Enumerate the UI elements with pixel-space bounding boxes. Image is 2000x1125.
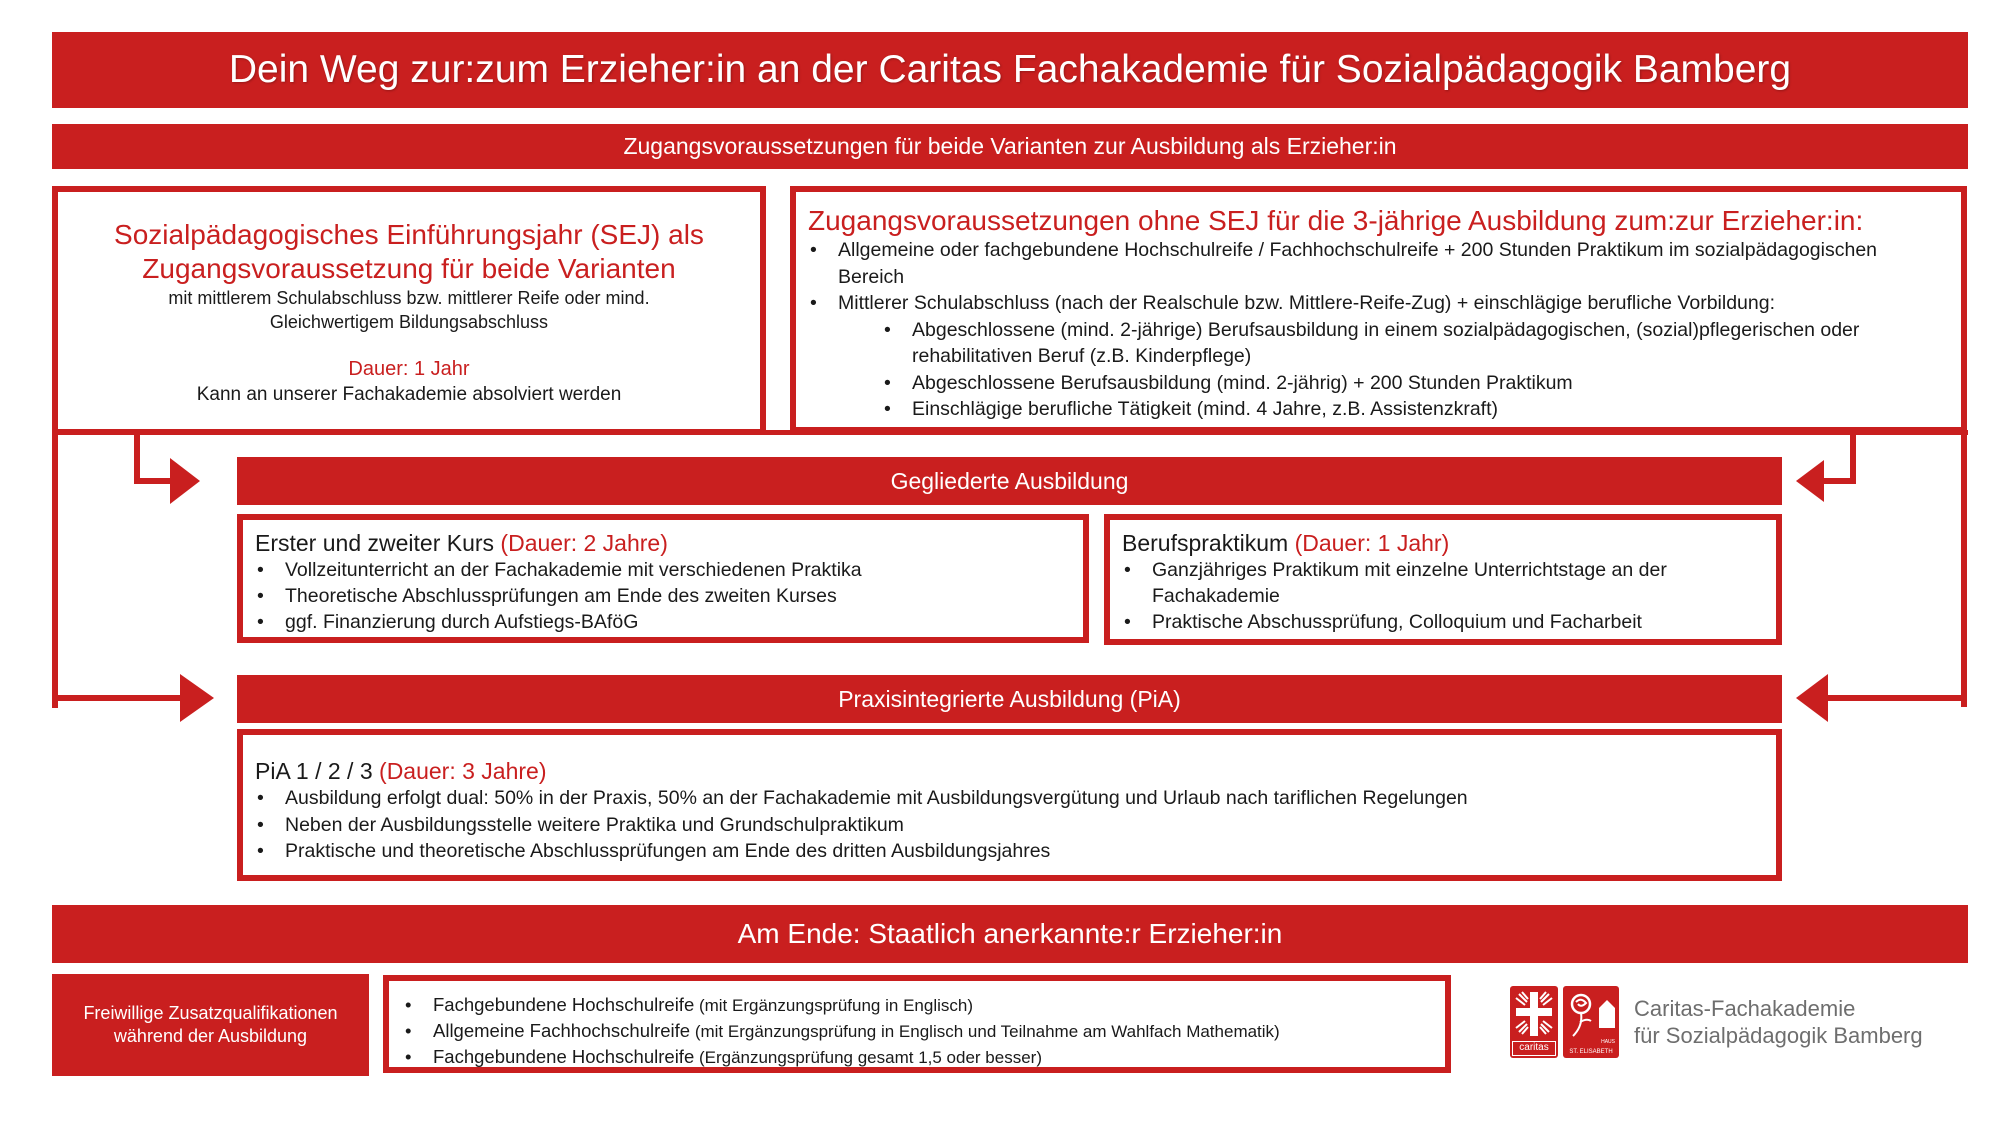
voluntary-item-main: Allgemeine Fachhochschulreife [433, 1020, 691, 1041]
course-duration: (Dauer: 2 Jahre) [500, 530, 668, 556]
caritas-logo-label: caritas [1512, 1041, 1556, 1056]
arrow-left-icon [1796, 460, 1824, 502]
voluntary-qualifications-box [383, 975, 1451, 1073]
pia-title: PiA 1 / 2 / 3 [255, 758, 373, 784]
structured-training-label: Gegliederte Ausbildung [890, 467, 1129, 494]
pia-bar [237, 675, 1782, 723]
voluntary-item [403, 1044, 1445, 1070]
haus-label-line2: ST. ELISABETH [1569, 1049, 1613, 1055]
page-title-bar [52, 32, 1968, 108]
voluntary-item [403, 992, 1445, 1018]
page-title: Dein Weg zur:zum Erzieher:in an der Caritas Fachakademie für Sozialpädagogik Bamberg [228, 48, 1792, 91]
sej-box [52, 186, 766, 435]
pia-item: • Ausbildung erfolgt dual: 50% in der Praxis, 50% an der Fachakademie mit Ausbildungsvergütung und Urlaub nach tariflichen Regelungen [255, 785, 1776, 812]
sej-desc-line1: mit mittlerem Schulabschluss bzw. mittlerer Reife oder mind. [168, 288, 650, 308]
no-sej-subitem: • Abgeschlossene Berufsausbildung (mind. 2-jährig) + 200 Stunden Praktikum [808, 370, 1941, 397]
internship-title-row [1122, 529, 1756, 557]
voluntary-label-line2: während der Ausbildung [113, 1026, 308, 1046]
pia-item: • Praktische und theoretische Abschlussprüfungen am Ende des dritten Ausbildungsjahres [255, 838, 1776, 865]
no-sej-subitem: • Einschlägige berufliche Tätigkeit (mind. 4 Jahre, z.B. Assistenzkraft) [808, 396, 1941, 423]
pia-title-row [255, 757, 1776, 785]
arrow-right-icon [170, 458, 200, 504]
structured-training-bar [237, 457, 1782, 505]
caritas-logo-icon [1510, 986, 1558, 1058]
final-qualification-bar [52, 905, 1968, 963]
connector-line [1850, 430, 1856, 484]
internship-duration: (Dauer: 1 Jahr) [1294, 530, 1450, 556]
voluntary-item-detail: (mit Ergänzungsprüfung in Englisch und Teilnahme am Wahlfach Mathematik) [690, 1022, 1280, 1041]
no-sej-heading: Zugangsvoraussetzungen ohne SEJ für die 3-jährige Ausbildung zum:zur Erzieher:in: [808, 205, 1864, 236]
course-box [237, 514, 1089, 643]
logo-name-line1: Caritas-Fachakademie [1634, 996, 1856, 1021]
sej-note: Kann an unserer Fachakademie absolviert werden [196, 384, 622, 405]
haus-label-line1: HAUS [1601, 1039, 1615, 1045]
no-sej-subitem: • Abgeschlossene (mind. 2-jährige) Berufsausbildung in einem sozialpädagogischen, (sozial)pflegerischen oder rehabilitativen Beruf (z.B. Kinderpflege) [808, 317, 1941, 370]
no-sej-requirements-box [790, 186, 1967, 433]
access-requirements-bar [52, 124, 1968, 169]
connector-line [52, 695, 182, 701]
pia-label: Praxisintegrierte Ausbildung (PiA) [838, 685, 1181, 712]
voluntary-qualifications-label-box [52, 974, 369, 1076]
arrow-right-icon [180, 674, 214, 722]
course-title: Erster und zweiter Kurs [255, 530, 495, 556]
internship-box [1104, 514, 1782, 645]
voluntary-item [403, 1018, 1445, 1044]
voluntary-item-detail: (Ergänzungsprüfung gesamt 1,5 oder besser) [694, 1048, 1042, 1067]
sej-heading-line1: Sozialpädagogisches Einführungsjahr (SEJ) als [114, 219, 704, 250]
logo-name-line2: für Sozialpädagogik Bamberg [1634, 1023, 1923, 1048]
course-item: • ggf. Finanzierung durch Aufstiegs-BAföG [255, 609, 1083, 635]
voluntary-item-main: Fachgebundene Hochschulreife [433, 1046, 695, 1067]
connector-line [52, 430, 1968, 435]
internship-title: Berufspraktikum [1122, 530, 1289, 556]
final-qualification-label: Am Ende: Staatlich anerkannte:r Erzieher:in [737, 918, 1283, 949]
connector-line [1820, 478, 1856, 484]
pia-duration: (Dauer: 3 Jahre) [379, 758, 547, 784]
connector-line [134, 430, 140, 484]
course-title-row [255, 529, 1083, 557]
internship-list [1122, 557, 1756, 635]
haus-st-elisabeth-logo-icon [1563, 986, 1619, 1058]
sej-heading-line2: Zugangsvoraussetzung für beide Varianten [142, 253, 676, 284]
course-item: • Theoretische Abschlussprüfungen am Ende des zweiten Kurses [255, 583, 1083, 609]
connector-line [134, 478, 174, 484]
pia-box [237, 729, 1782, 881]
voluntary-label-line1: Freiwillige Zusatzqualifikationen [83, 1003, 338, 1023]
internship-item: • Praktische Abschussprüfung, Colloquium und Facharbeit [1122, 609, 1756, 635]
voluntary-item-main: Fachgebundene Hochschulreife [433, 994, 695, 1015]
logo [1510, 986, 1950, 1062]
access-requirements-label: Zugangsvoraussetzungen für beide Varianten zur Ausbildung als Erzieher:in [623, 133, 1397, 159]
connector-line [52, 430, 58, 708]
connector-line [1961, 430, 1967, 707]
connector-line [1825, 695, 1967, 701]
no-sej-list [808, 237, 1961, 423]
pia-item: • Neben der Ausbildungsstelle weitere Praktika und Grundschulpraktikum [255, 812, 1776, 839]
sej-desc-line2: Gleichwertigem Bildungsabschluss [269, 312, 549, 332]
sej-duration: Dauer: 1 Jahr [348, 358, 470, 380]
voluntary-item-detail: (mit Ergänzungsprüfung in Englisch) [694, 996, 973, 1015]
course-item: • Vollzeitunterricht an der Fachakademie mit verschiedenen Praktika [255, 557, 1083, 583]
voluntary-list [403, 992, 1445, 1070]
no-sej-item: • Mittlerer Schulabschluss (nach der Realschule bzw. Mittlere-Reife-Zug) + einschlägige berufliche Vorbildung: [808, 290, 1941, 317]
no-sej-item: • Allgemeine oder fachgebundene Hochschulreife / Fachhochschulreife + 200 Stunden Praktikum im sozialpädagogischen Bereich [808, 237, 1941, 290]
arrow-left-icon [1796, 674, 1828, 722]
pia-list [255, 785, 1776, 865]
internship-item: • Ganzjähriges Praktikum mit einzelne Unterrichtstage an der Fachakademie [1122, 557, 1756, 609]
course-list [255, 557, 1083, 635]
